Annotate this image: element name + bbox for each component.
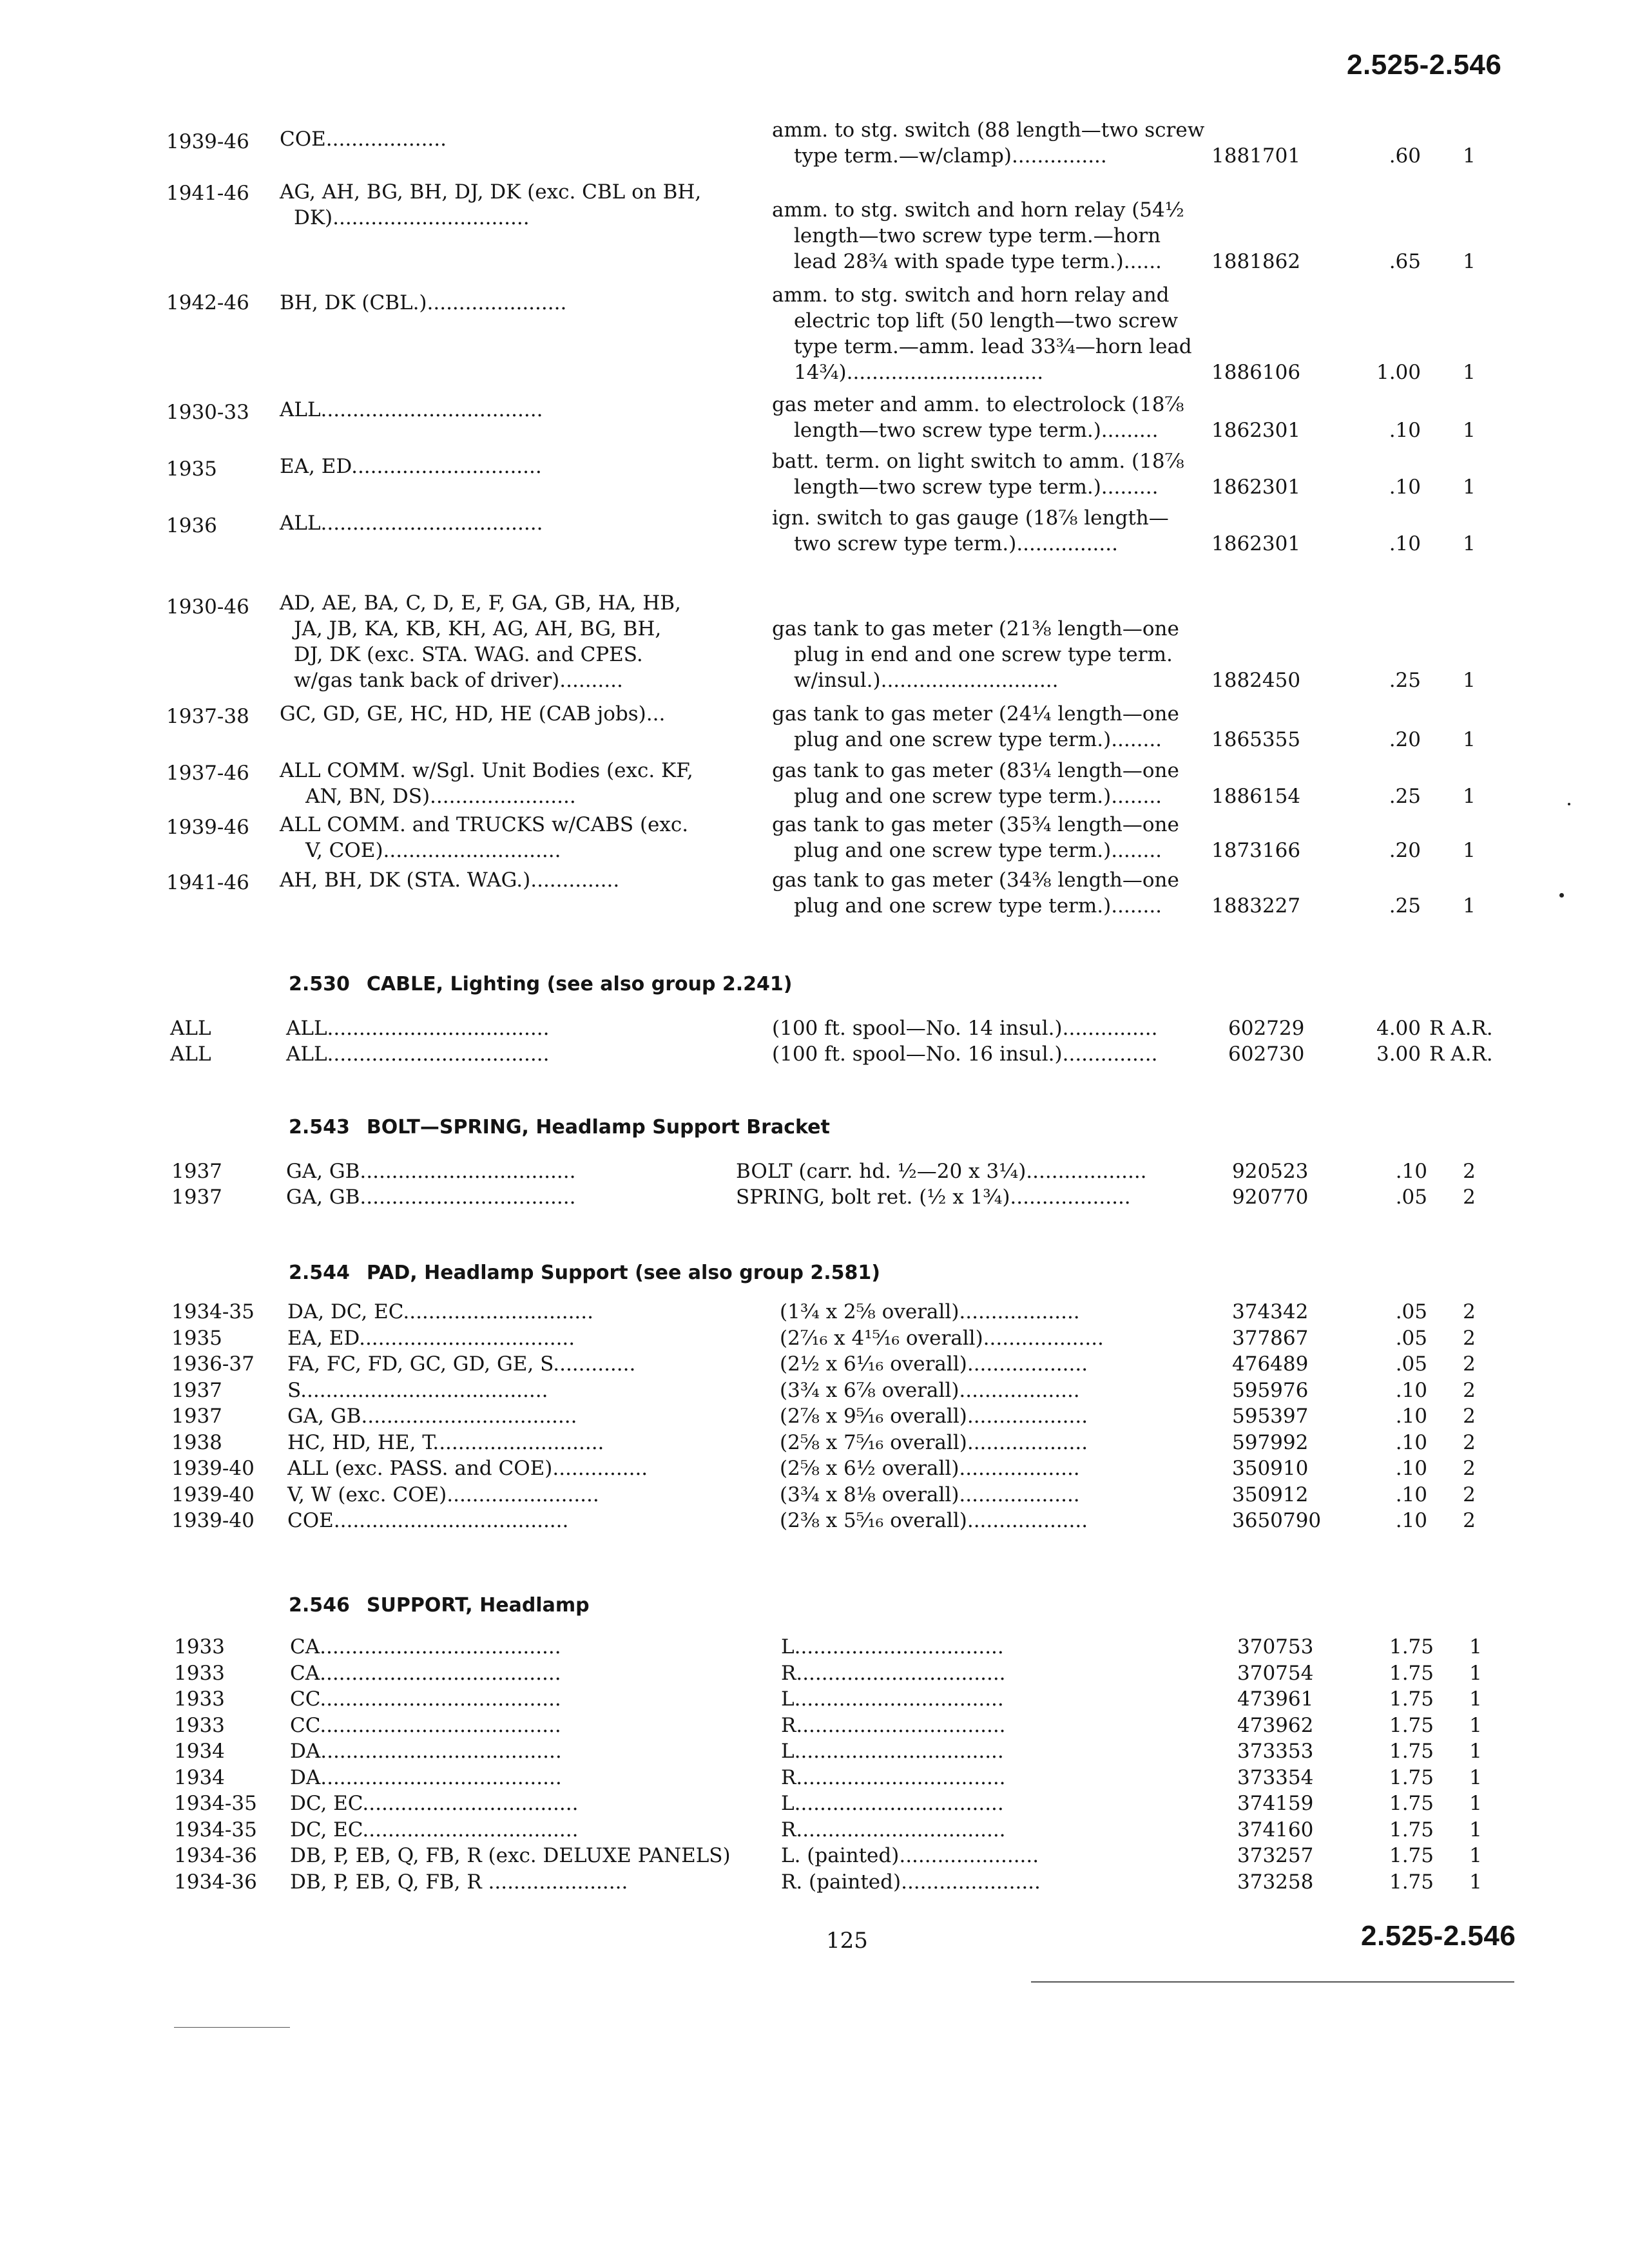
model-cell: DA...................................... [290, 1740, 562, 1763]
price-cell: .10 [1389, 476, 1421, 499]
year-cell: 1937 [171, 1160, 222, 1183]
model-cell: ALL................................... [286, 1043, 550, 1066]
part-number-cell: 595976 [1232, 1378, 1309, 1402]
description-cell: amm. to stg. switch (88 length—two screw [772, 119, 1205, 142]
model-cell: CC...................................... [290, 1687, 561, 1711]
year-cell: 1934 [174, 1740, 225, 1763]
quantity-cell: 2 [1463, 1300, 1476, 1323]
price-cell: 1.75 [1389, 1818, 1434, 1841]
price-cell: 1.75 [1389, 1765, 1434, 1789]
description-cell: (100 ft. spool—No. 14 insul.)............... [772, 1017, 1158, 1040]
scan-mark [1559, 893, 1564, 898]
quantity-cell: 1 [1463, 669, 1476, 692]
model-cell: COE................... [280, 128, 447, 151]
description-cell: (2⅝ x 7⁵⁄₁₆ overall)................... [780, 1430, 1088, 1454]
part-number-cell: 1882450 [1211, 669, 1301, 692]
description-cell: (2⅝ x 6½ overall)................... [780, 1457, 1080, 1480]
year-cell: 1937 [171, 1405, 222, 1428]
part-number-cell: 374159 [1237, 1792, 1314, 1815]
year-cell: 1934-36 [174, 1870, 257, 1894]
part-number-cell: 373353 [1237, 1740, 1314, 1763]
part-number-cell: 597992 [1232, 1430, 1309, 1454]
quantity-cell: 1 [1469, 1661, 1482, 1685]
model-cell: ALL................................... [280, 398, 543, 421]
description-cell: type term.—amm. lead 33¾—horn lead [794, 335, 1192, 358]
quantity-cell: 1 [1463, 144, 1476, 168]
model-cell: HC, HD, HE, T........................... [287, 1430, 604, 1454]
description-cell: 14¾)............................... [794, 361, 1044, 384]
description-cell: (100 ft. spool—No. 16 insul.)............... [772, 1043, 1158, 1066]
price-cell: .05 [1395, 1352, 1427, 1376]
model-cell: CA...................................... [290, 1661, 561, 1685]
price-cell: 1.75 [1389, 1687, 1434, 1711]
part-number-cell: 373257 [1237, 1844, 1314, 1867]
model-cell: FA, FC, FD, GC, GD, GE, S............. [287, 1352, 636, 1376]
quantity-cell: 1 [1469, 1713, 1482, 1737]
year-cell: ALL [170, 1043, 211, 1066]
description-cell: amm. to stg. switch and horn relay (54½ [772, 198, 1184, 222]
model-cell: CA...................................... [290, 1635, 561, 1658]
price-cell: .10 [1395, 1483, 1427, 1506]
price-cell: .25 [1389, 669, 1421, 692]
model-cell: DB, P, EB, Q, FB, R (exc. DELUXE PANELS) [290, 1844, 731, 1867]
model-cell: V, COE)............................ [305, 839, 561, 862]
part-number-cell: 1883227 [1211, 894, 1301, 918]
year-cell: 1939-46 [166, 816, 249, 839]
quantity-cell: 1 [1463, 419, 1476, 442]
year-cell: 1930-33 [166, 401, 249, 424]
quantity-cell: 1 [1469, 1740, 1482, 1763]
quantity-cell: 1 [1463, 532, 1476, 555]
part-number-cell: 476489 [1232, 1352, 1309, 1376]
description-cell: R................................. [781, 1661, 1006, 1685]
part-number-cell: 1881701 [1211, 144, 1301, 168]
section-heading [289, 973, 793, 995]
price-cell: .05 [1395, 1326, 1427, 1350]
model-cell: GC, GD, GE, HC, HD, HE (CAB jobs)... [280, 702, 666, 726]
model-cell: BH, DK (CBL.)...................... [280, 291, 567, 314]
description-cell: length—two screw type term.)......... [794, 476, 1159, 499]
part-number-cell: 1886154 [1211, 785, 1301, 808]
price-cell: .10 [1389, 532, 1421, 555]
description-cell: gas tank to gas meter (83¼ length—one [772, 759, 1179, 782]
description-cell: plug and one screw type term.)........ [794, 728, 1162, 751]
model-cell: EA, ED.................................. [287, 1326, 575, 1350]
price-cell: .10 [1395, 1509, 1427, 1532]
part-number-cell: 370753 [1237, 1635, 1314, 1658]
quantity-cell: 1 [1469, 1765, 1482, 1789]
description-cell: BOLT (carr. hd. ½—20 x 3¼)................... [736, 1160, 1147, 1183]
description-cell: R................................. [781, 1765, 1006, 1789]
year-cell: 1934-35 [174, 1818, 257, 1841]
quantity-cell: 2 [1463, 1160, 1476, 1183]
section-heading [289, 1262, 880, 1284]
price-cell: 1.75 [1389, 1870, 1434, 1894]
price-cell: 3.00 [1376, 1043, 1421, 1066]
price-cell: .65 [1389, 250, 1421, 273]
description-cell: plug and one screw type term.)........ [794, 839, 1162, 862]
year-cell: 1934-35 [171, 1300, 255, 1323]
price-cell: 4.00 [1376, 1017, 1421, 1040]
price-cell: .10 [1395, 1160, 1427, 1183]
quantity-cell: 2 [1463, 1405, 1476, 1428]
quantity-cell: 2 [1463, 1326, 1476, 1350]
part-number-cell: 373258 [1237, 1870, 1314, 1894]
year-cell: 1938 [171, 1430, 222, 1454]
scan-rule-line [174, 2027, 290, 2028]
part-number-cell: 1881862 [1211, 250, 1301, 273]
part-number-cell: 1862301 [1211, 419, 1301, 442]
description-cell: R................................. [781, 1818, 1006, 1841]
model-cell: AD, AE, BA, C, D, E, F, GA, GB, HA, HB, [280, 591, 681, 615]
year-cell: 1930-46 [166, 595, 249, 619]
price-cell: 1.75 [1389, 1844, 1434, 1867]
section-title: BOLT—SPRING, Headlamp Support Bracket [366, 1116, 830, 1139]
model-cell: COE..................................... [287, 1509, 569, 1532]
year-cell: 1933 [174, 1687, 225, 1711]
part-number-cell: 595397 [1232, 1405, 1309, 1428]
price-cell: .05 [1395, 1300, 1427, 1323]
model-cell: DJ, DK (exc. STA. WAG. and CPES. [294, 643, 643, 666]
model-cell: AH, BH, DK (STA. WAG.).............. [280, 869, 620, 892]
description-cell: electric top lift (50 length—two screw [794, 309, 1179, 332]
model-cell: DC, EC.................................. [290, 1792, 579, 1815]
description-cell: gas tank to gas meter (21⅜ length—one [772, 617, 1179, 640]
section-heading [289, 1116, 830, 1139]
description-cell: (2½ x 6¹⁄₁₆ overall)................... [780, 1352, 1088, 1376]
model-cell: w/gas tank back of driver).......... [294, 669, 623, 692]
year-cell: 1933 [174, 1713, 225, 1737]
model-cell: ALL COMM. and TRUCKS w/CABS (exc. [280, 813, 689, 836]
year-cell: 1934 [174, 1765, 225, 1789]
year-cell: 1936-37 [171, 1352, 255, 1376]
year-cell: ALL [170, 1017, 211, 1040]
quantity-cell: 1 [1469, 1818, 1482, 1841]
quantity-cell: 2 [1463, 1457, 1476, 1480]
quantity-cell: 2 [1463, 1509, 1476, 1532]
year-cell: 1941-46 [166, 182, 249, 205]
description-cell: w/insul.)............................ [794, 669, 1059, 692]
price-cell: .10 [1389, 419, 1421, 442]
year-cell: 1939-40 [171, 1483, 255, 1506]
description-cell: L................................. [781, 1792, 1004, 1815]
part-number-cell: 377867 [1232, 1326, 1309, 1350]
description-cell: plug and one screw type term.)........ [794, 785, 1162, 808]
price-cell: .20 [1389, 839, 1421, 862]
price-cell: .10 [1395, 1378, 1427, 1402]
price-cell: 1.75 [1389, 1740, 1434, 1763]
section-title: PAD, Headlamp Support (see also group 2.581) [366, 1262, 880, 1284]
year-cell: 1939-40 [171, 1509, 255, 1532]
model-cell: DA, DC, EC.............................. [287, 1300, 593, 1323]
price-cell: 1.75 [1389, 1792, 1434, 1815]
model-cell: ALL (exc. PASS. and COE)............... [287, 1457, 648, 1480]
year-cell: 1935 [171, 1326, 222, 1350]
model-cell: V, W (exc. COE)........................ [287, 1483, 599, 1506]
year-cell: 1933 [174, 1661, 225, 1685]
model-cell: DK)............................... [294, 206, 530, 229]
quantity-cell: 1 [1469, 1635, 1482, 1658]
part-number-cell: 374160 [1237, 1818, 1314, 1841]
price-cell: 1.75 [1389, 1635, 1434, 1658]
year-cell: 1937 [171, 1378, 222, 1402]
year-cell: 1936 [166, 514, 217, 537]
quantity-cell: 1 [1469, 1844, 1482, 1867]
description-cell: gas tank to gas meter (34⅜ length—one [772, 869, 1179, 892]
description-cell: batt. term. on light switch to amm. (18⅞ [772, 450, 1184, 473]
price-cell: .10 [1395, 1430, 1427, 1454]
model-cell: GA, GB.................................. [286, 1186, 576, 1209]
description-cell: length—two screw type term.—horn [794, 224, 1161, 247]
model-cell: S....................................... [287, 1378, 548, 1402]
model-cell: DB, P, EB, Q, FB, R ...................... [290, 1870, 628, 1894]
quantity-cell: 2 [1463, 1430, 1476, 1454]
year-cell: 1939-46 [166, 130, 249, 153]
year-cell: 1934-36 [174, 1844, 257, 1867]
quantity-cell: 1 [1469, 1687, 1482, 1711]
part-number-cell: 350912 [1232, 1483, 1309, 1506]
model-cell: GA, GB.................................. [286, 1160, 576, 1183]
year-cell: 1937 [171, 1186, 222, 1209]
part-number-cell: 1865355 [1211, 728, 1301, 751]
scan-rule-line [1031, 1981, 1514, 1983]
price-cell: .25 [1389, 894, 1421, 918]
section-number: 2.530 [289, 973, 350, 995]
scan-mark [1568, 803, 1570, 805]
quantity-cell: 1 [1469, 1792, 1482, 1815]
quantity-cell: 1 [1463, 894, 1476, 918]
part-number-cell: 602730 [1228, 1043, 1305, 1066]
year-cell: 1941-46 [166, 871, 249, 894]
quantity-cell: 1 [1463, 728, 1476, 751]
price-cell: 1.75 [1389, 1661, 1434, 1685]
description-cell: (2⁷⁄₁₆ x 4¹⁵⁄₁₆ overall)................... [780, 1326, 1104, 1350]
year-cell: 1933 [174, 1635, 225, 1658]
price-cell: .25 [1389, 785, 1421, 808]
description-cell: two screw type term.)................ [794, 532, 1118, 555]
description-cell: R. (painted)...................... [781, 1870, 1041, 1894]
part-number-cell: 920523 [1232, 1160, 1309, 1183]
quantity-cell: 1 [1463, 476, 1476, 499]
description-cell: length—two screw type term.)......... [794, 419, 1159, 442]
description-cell: ign. switch to gas gauge (18⅞ length— [772, 506, 1169, 530]
price-cell: 1.75 [1389, 1713, 1434, 1737]
section-title: SUPPORT, Headlamp [366, 1594, 590, 1617]
quantity-cell: 1 [1463, 361, 1476, 384]
price-cell: .05 [1395, 1186, 1427, 1209]
section-number: 2.546 [289, 1594, 350, 1617]
description-cell: type term.—w/clamp)............... [794, 144, 1107, 168]
quantity-cell: 2 [1463, 1186, 1476, 1209]
part-number-cell: 1862301 [1211, 476, 1301, 499]
year-cell: 1937-46 [166, 762, 249, 785]
description-cell: plug and one screw type term.)........ [794, 894, 1162, 918]
description-cell: R................................. [781, 1713, 1006, 1737]
description-cell: L................................. [781, 1687, 1004, 1711]
description-cell: (2⅞ x 9⁵⁄₁₆ overall)................... [780, 1405, 1088, 1428]
description-cell: (3¾ x 6⅞ overall)................... [780, 1378, 1080, 1402]
part-number-cell: 374342 [1232, 1300, 1309, 1323]
description-cell: gas meter and amm. to electrolock (18⅞ [772, 393, 1184, 416]
model-cell: ALL COMM. w/Sgl. Unit Bodies (exc. KF, [280, 759, 693, 782]
year-cell: 1934-35 [174, 1792, 257, 1815]
quantity-cell: 1 [1463, 839, 1476, 862]
part-number-cell: 920770 [1232, 1186, 1309, 1209]
quantity-cell: 2 [1463, 1378, 1476, 1402]
description-cell: lead 28¾ with spade type term.)...... [794, 250, 1162, 273]
section-number: 2.544 [289, 1262, 350, 1284]
part-number-cell: 473961 [1237, 1687, 1314, 1711]
quantity-cell: R A.R. [1429, 1043, 1493, 1066]
description-cell: (1¾ x 2⅝ overall)................... [780, 1300, 1080, 1323]
description-cell: gas tank to gas meter (35¾ length—one [772, 813, 1179, 836]
part-number-cell: 602729 [1228, 1017, 1305, 1040]
description-cell: L................................. [781, 1740, 1004, 1763]
section-heading [289, 1594, 590, 1617]
section-number: 2.543 [289, 1116, 350, 1139]
model-cell: DA...................................... [290, 1765, 562, 1789]
page-number: 125 [826, 1928, 868, 1954]
quantity-cell: 1 [1463, 785, 1476, 808]
year-cell: 1939-40 [171, 1457, 255, 1480]
description-cell: L................................. [781, 1635, 1004, 1658]
header-range-bottom: 2.525-2.546 [1361, 1920, 1516, 1952]
price-cell: .10 [1395, 1405, 1427, 1428]
quantity-cell: R A.R. [1429, 1017, 1493, 1040]
part-number-cell: 370754 [1237, 1661, 1314, 1685]
model-cell: JA, JB, KA, KB, KH, AG, AH, BG, BH, [294, 617, 662, 640]
quantity-cell: 1 [1463, 250, 1476, 273]
description-cell: amm. to stg. switch and horn relay and [772, 284, 1170, 307]
section-title: CABLE, Lighting (see also group 2.241) [366, 973, 793, 995]
description-cell: (2⅜ x 5⁵⁄₁₆ overall)................... [780, 1509, 1088, 1532]
model-cell: CC...................................... [290, 1713, 561, 1737]
description-cell: (3¾ x 8⅛ overall)................... [780, 1483, 1080, 1506]
model-cell: ALL................................... [286, 1017, 550, 1040]
part-number-cell: 350910 [1232, 1457, 1309, 1480]
model-cell: AG, AH, BG, BH, DJ, DK (exc. CBL on BH, [280, 180, 702, 204]
part-number-cell: 1862301 [1211, 532, 1301, 555]
quantity-cell: 2 [1463, 1352, 1476, 1376]
description-cell: plug in end and one screw type term. [794, 643, 1173, 666]
model-cell: GA, GB.................................. [287, 1405, 577, 1428]
quantity-cell: 2 [1463, 1483, 1476, 1506]
price-cell: .20 [1389, 728, 1421, 751]
description-cell: SPRING, bolt ret. (½ x 1¾)................... [736, 1186, 1131, 1209]
part-number-cell: 473962 [1237, 1713, 1314, 1737]
model-cell: EA, ED.............................. [280, 455, 542, 478]
price-cell: 1.00 [1376, 361, 1421, 384]
description-cell: L. (painted)...................... [781, 1844, 1039, 1867]
part-number-cell: 373354 [1237, 1765, 1314, 1789]
year-cell: 1937-38 [166, 705, 249, 728]
price-cell: .60 [1389, 144, 1421, 168]
price-cell: .10 [1395, 1457, 1427, 1480]
model-cell: AN, BN, DS)....................... [305, 785, 576, 808]
model-cell: DC, EC.................................. [290, 1818, 579, 1841]
year-cell: 1942-46 [166, 291, 249, 314]
model-cell: ALL................................... [280, 512, 543, 535]
header-range-top: 2.525-2.546 [1347, 49, 1502, 81]
quantity-cell: 1 [1469, 1870, 1482, 1894]
part-number-cell: 3650790 [1232, 1509, 1322, 1532]
description-cell: gas tank to gas meter (24¼ length—one [772, 702, 1179, 726]
part-number-cell: 1886106 [1211, 361, 1301, 384]
year-cell: 1935 [166, 457, 217, 481]
part-number-cell: 1873166 [1211, 839, 1301, 862]
